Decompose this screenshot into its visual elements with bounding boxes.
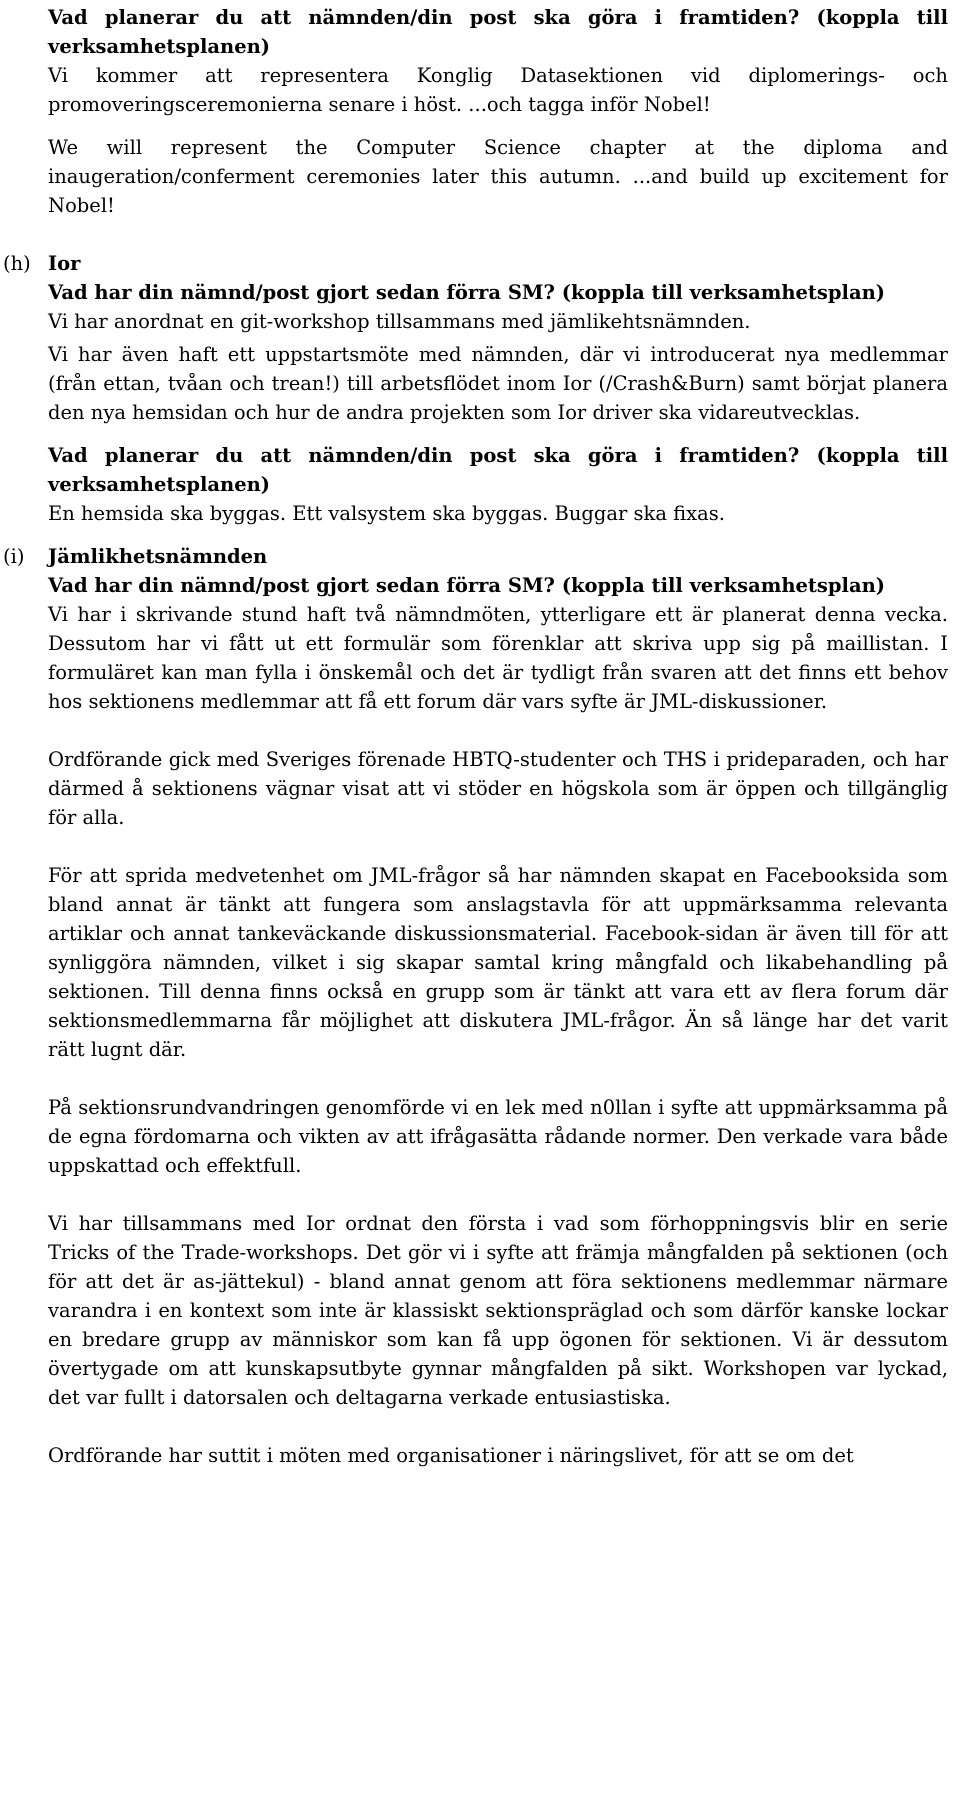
item-label: (h) xyxy=(3,252,31,275)
section-g-future xyxy=(48,0,948,220)
section-title: Ior xyxy=(48,252,81,275)
paragraph: Vi har även haft ett uppstartsmöte med nämnden, där vi introducerat nya medlemmar (från ettan, tvåan och trean!) till arbetsflödet inom Ior (/Crash&Burn) samt börjat planera den nya hemsidan och hur de andra projekten som Ior driver ska vidareutvecklas. xyxy=(48,343,948,424)
paragraph: Vi kommer att representera Konglig Datasektionen vid diplomerings- och promoveringsceremonierna senare i höst. ...och tagga inför Nobel! xyxy=(48,64,948,116)
paragraph: Vi har tillsammans med Ior ordnat den första i vad som förhoppningsvis blir en serie Tricks of the Trade-workshops. Det gör vi i syfte att främja mångfalden på sektionen (och för att det är as-jättekul) - bland annat genom att föra sektionens medlemmar närmare varandra i en kontext som inte är klassiskt sektionspräglad och som därför kanske lockar en bredare grupp av människor som kan få upp ögonen för sektionen. Vi är dessutom övertygade om att kunskapsutbyte gynnar mångfalden på sikt. Workshopen var lyckad, det var fullt i datorsalen och deltagarna verkade entusiastiska. xyxy=(48,1212,948,1409)
paragraph: En hemsida ska byggas. Ett valsystem ska byggas. Buggar ska fixas. xyxy=(48,502,725,525)
section-i-jamlikhet xyxy=(3,542,948,1470)
section-title: Jämlikhetsnämnden xyxy=(48,545,268,568)
question-future: Vad planerar du att nämnden/din post ska göra i framtiden? (koppla till verksamhetsplanen) xyxy=(48,444,948,496)
paragraph: Ordförande har suttit i möten med organisationer i näringslivet, för att se om det xyxy=(48,1444,854,1467)
question-past: Vad har din nämnd/post gjort sedan förra SM? (koppla till verksamhetsplan) xyxy=(48,281,885,304)
paragraph: På sektionsrundvandringen genomförde vi en lek med n0llan i syfte att uppmärksamma på de egna fördomarna och vikten av att ifrågasätta rådande normer. Den verkade vara både uppskattad och effektfull. xyxy=(48,1096,948,1177)
document-page xyxy=(3,0,948,1470)
paragraph: Ordförande gick med Sveriges förenade HBTQ-studenter och THS i prideparaden, och har därmed å sektionens vägnar visat att vi stöder en högskola som är öppen och tillgänglig för alla. xyxy=(48,748,948,829)
paragraph: För att sprida medvetenhet om JML-frågor så har nämnden skapat en Facebooksida som bland annat är tänkt att fungera som anslagstavla för att uppmärksamma relevanta artiklar och annat tankeväckande diskussionsmaterial. Facebook-sidan är även till för att synliggöra nämnden, vilket i sig skapar samtal kring mångfald och likabehandling på sektionen. Till denna finns också en grupp som är tänkt att vara ett av flera forum där sektionsmedlemmarna får möjlighet att diskutera JML-frågor. Än så länge har det varit rätt lugnt där. xyxy=(48,864,948,1061)
question-past: Vad har din nämnd/post gjort sedan förra SM? (koppla till verksamhetsplan) xyxy=(48,574,885,597)
paragraph: Vi har i skrivande stund haft två nämndmöten, ytterligare ett är planerat denna vecka. Dessutom har vi fått ut ett formulär som förenklar att skriva upp sig på maillistan. I formuläret kan man fylla i önskemål och det är tydligt från svaren att det finns ett behov hos sektionens medlemmar att få ett forum där vars syfte är JML-diskussioner. xyxy=(48,603,948,713)
item-label: (i) xyxy=(3,545,25,568)
section-h-ior xyxy=(3,249,948,528)
question-future: Vad planerar du att nämnden/din post ska göra i framtiden? (koppla till verksamhetsplanen) xyxy=(48,6,948,58)
paragraph: We will represent the Computer Science chapter at the diploma and inaugeration/conferment ceremonies later this autumn. ...and build up excitement for Nobel! xyxy=(48,136,948,217)
paragraph: Vi har anordnat en git-workshop tillsammans med jämlikehtsnämnden. xyxy=(48,310,751,333)
